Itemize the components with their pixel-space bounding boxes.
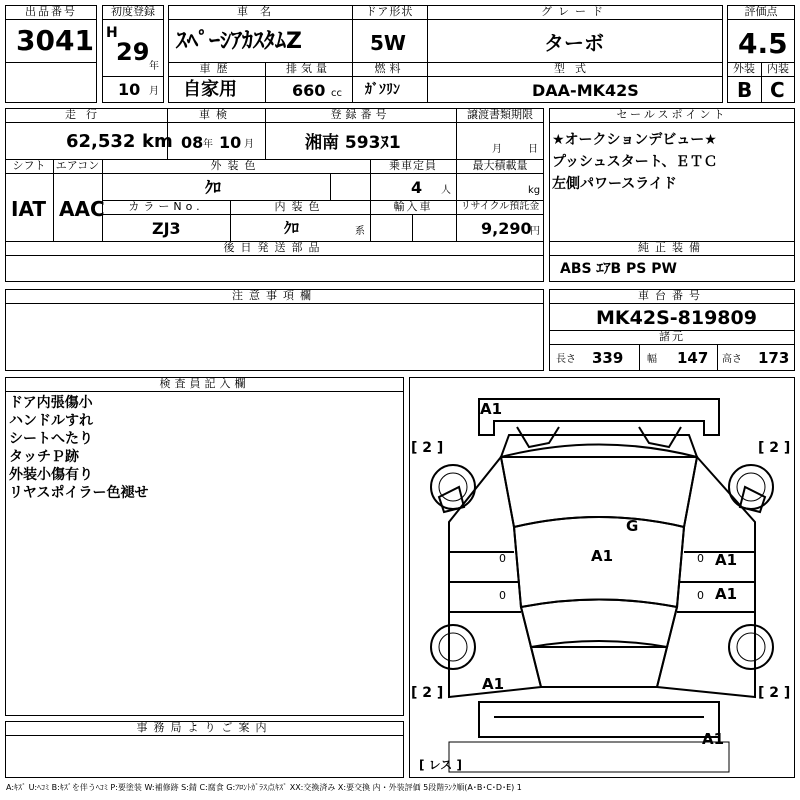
lot-number-label: 出品番号 xyxy=(25,5,77,18)
color-no-label: カラーNo. xyxy=(128,200,204,213)
equipment-label: 純正装備 xyxy=(638,241,706,254)
history-label: 車歴 xyxy=(199,62,234,75)
reg-month: 10 xyxy=(118,80,141,99)
lot-number: 3041 xyxy=(16,24,94,57)
grade: ターボ xyxy=(544,31,604,55)
inspection-year-unit: 年 xyxy=(203,139,213,150)
plate-label: 登録番号 xyxy=(330,108,391,121)
capacity-label: 乗車定員 xyxy=(389,159,437,172)
inspection-label: 車検 xyxy=(199,108,233,121)
year-unit: 年 xyxy=(149,61,159,72)
int-color-unit: 系 xyxy=(355,226,365,237)
transfer-label: 譲渡書類期限 xyxy=(467,108,533,121)
door-zero: 0 xyxy=(499,589,506,602)
length-label: 長さ xyxy=(556,354,576,365)
recycle-fee: 9,290 xyxy=(481,219,532,238)
inspector-note: ドア内張傷小 xyxy=(9,395,93,411)
inspection-month-unit: 月 xyxy=(244,139,254,150)
door-zero: 0 xyxy=(697,552,704,565)
sales-point-line: プッシュスタート、ＥＴＣ xyxy=(552,154,718,170)
sales-points-label: セールスポイント xyxy=(616,108,728,121)
damage-mark: G xyxy=(626,517,639,535)
car-name-label: 車名 xyxy=(237,5,283,18)
int-color: ｸﾛ xyxy=(284,219,300,237)
inspector-note: 外装小傷有り xyxy=(9,467,93,483)
interior-grade: C xyxy=(770,78,785,102)
max-load-label: 最大積載量 xyxy=(472,159,528,172)
tire-rating: [ 2 ] xyxy=(411,440,444,456)
damage-mark: A1 xyxy=(715,585,738,603)
legend-text: A:ｷｽﾞ U:ﾍｺﾐ B:ｷｽﾞを伴うﾍｺﾐ P:要塗装 W:補修跡 S:錆 C:腐食 G:ﾌﾛﾝﾄｶﾞﾗｽ点ｷｽﾞ XX:交換済み X:要交換 内・外装評価 5段階ﾗﾝｸ順(A･B･C･D･E) 1 xyxy=(6,783,522,792)
chassis-label: 車台番号 xyxy=(638,289,706,302)
later-parts-label: 後日発送部品 xyxy=(223,241,326,254)
tire-rating: [ 2 ] xyxy=(411,685,444,701)
inspection-month: 10 xyxy=(219,133,242,152)
inspector-note: ハンドルすれ xyxy=(9,413,93,429)
mileage: 62,532 xyxy=(66,131,136,152)
inspector-note: リヤスポイラー色褪せ xyxy=(9,485,149,501)
shift-label: シフト xyxy=(12,159,46,172)
office-label: 事務局よりご案内 xyxy=(136,721,273,734)
length: 339 xyxy=(592,349,624,367)
car-name: ｽﾍﾟｰｼｱｶｽﾀﾑZ xyxy=(176,29,302,54)
displacement-unit: cc xyxy=(331,88,342,99)
grade-label: グレード xyxy=(541,5,609,18)
recycle-label: リサイクル預託金 xyxy=(460,201,540,212)
spec-label: 諸元 xyxy=(659,330,685,343)
history: 自家用 xyxy=(183,79,237,100)
import-label: 輸入車 xyxy=(393,200,433,213)
damage-mark: A1 xyxy=(482,675,505,693)
shift: IAT xyxy=(11,197,47,221)
equipment-list: ABS ｴｱB PS PW xyxy=(560,261,677,277)
damage-mark: A1 xyxy=(480,400,503,418)
damage-mark: A1 xyxy=(591,547,614,565)
door-type: 5W xyxy=(370,31,406,55)
inspection-year: 08 xyxy=(181,133,204,152)
capacity-unit: 人 xyxy=(441,185,451,196)
sales-point-line: ★オークションデビュー★ xyxy=(552,132,717,148)
plate-number: 湘南 593ﾇ1 xyxy=(305,133,401,153)
recycle-unit: 円 xyxy=(530,226,540,237)
exterior-grade: B xyxy=(737,78,753,102)
color-number: ZJ3 xyxy=(152,219,181,238)
door-zero: 0 xyxy=(499,552,506,565)
chassis-number: MK42S-819809 xyxy=(596,307,757,329)
month-unit: 月 xyxy=(149,86,159,97)
first-reg-label: 初度登録 xyxy=(111,5,155,18)
int-color-label: 内装色 xyxy=(274,200,326,213)
interior-label: 内装 xyxy=(767,62,789,75)
transfer-day: 日 xyxy=(528,144,538,155)
tire-rating: [ 2 ] xyxy=(758,440,791,456)
tire-rating: [ 2 ] xyxy=(758,685,791,701)
transfer-month: 月 xyxy=(492,144,502,155)
spare-tire: [ レス ] xyxy=(419,758,462,772)
model: DAA-MK42S xyxy=(532,81,639,100)
height-label: 高さ xyxy=(722,354,742,365)
fuel-label: 燃料 xyxy=(374,62,405,75)
sales-point-line: 左側パワースライド xyxy=(552,176,677,192)
reg-year: 29 xyxy=(116,38,150,66)
displacement: 660 xyxy=(292,81,326,100)
displacement-label: 排気量 xyxy=(286,62,331,75)
aircon-label: エアコン xyxy=(55,159,100,172)
width-label: 幅 xyxy=(647,354,657,365)
max-load-unit: kg xyxy=(528,185,541,196)
width: 147 xyxy=(677,349,709,367)
era: H xyxy=(106,25,118,41)
inspector-note: タッチＰ跡 xyxy=(9,449,79,465)
model-label: 型式 xyxy=(554,62,596,75)
damage-mark: A1 xyxy=(702,730,725,748)
aircon: AAC xyxy=(59,197,105,221)
exterior-label: 外装 xyxy=(733,62,755,75)
car-diagram xyxy=(409,377,795,778)
ext-color-label: 外装色 xyxy=(210,159,262,172)
height: 173 xyxy=(758,349,790,367)
ext-color: ｸﾛ xyxy=(205,178,222,197)
door-label: ドア形状 xyxy=(365,5,414,18)
fuel: ｶﾞｿﾘﾝ xyxy=(365,82,400,98)
score: 4.5 xyxy=(738,27,788,60)
mileage-unit: km xyxy=(142,131,173,152)
score-label: 評価点 xyxy=(744,5,778,18)
mileage-label: 走行 xyxy=(65,108,107,121)
damage-mark: A1 xyxy=(715,551,738,569)
capacity: 4 xyxy=(411,178,423,197)
inspector-label: 検査員記入欄 xyxy=(159,377,250,390)
caution-label: 注意事項欄 xyxy=(232,289,317,302)
inspector-note: シートへたり xyxy=(9,431,93,447)
door-zero: 0 xyxy=(697,589,704,602)
